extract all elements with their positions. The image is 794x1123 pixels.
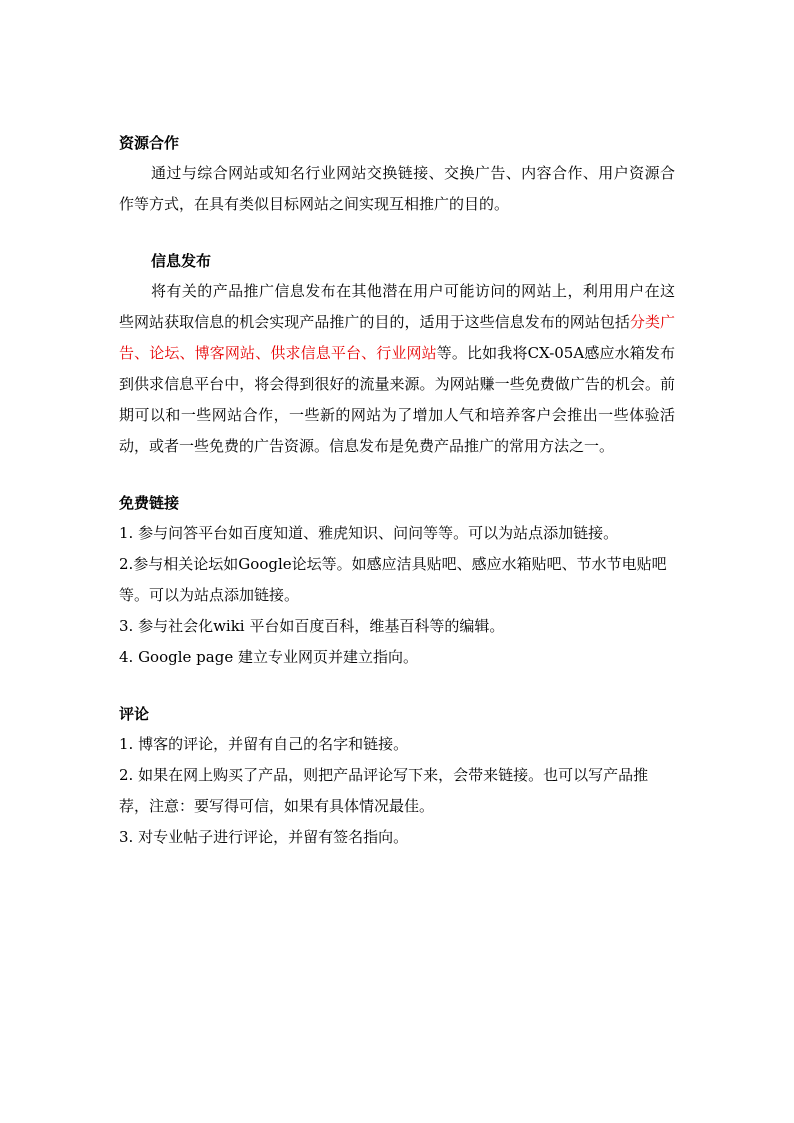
list-item-links-1: 1. 参与问答平台如百度知道、雅虎知识、问问等等。可以为站点添加链接。 (119, 524, 619, 542)
section-text-resource: 通过与综合网站或知名行业网站交换链接、交换广告、内容合作、用户资源合作等方式，在具有类似目标网站之间实现互相推广的目的。 (119, 164, 675, 213)
list-item-comments-2: 2. 如果在网上购买了产品，则把产品评论写下来，会带来链接。也可以写产品推荐，注意：要写得可信，如果有具体情况最佳。 (119, 766, 649, 815)
list-item-links-4: 4. Google page 建立专业网页并建立指向。 (119, 648, 418, 666)
section-text-info (119, 276, 675, 462)
info-text-after: 等。比如我将CX-05A感应水箱发布到供求信息平台中，将会得到很好的流量来源。为网站赚一些免费做广告的机会。前期可以和一些网站合作，一些新的网站为了增加人气和培养客户会推出一些体验活动，或者一些免费的广告资源。信息发布是免费产品推广的常用方法之一。 (119, 344, 675, 455)
section-heading-info: 信息发布 (151, 252, 212, 270)
section-heading-resource: 资源合作 (119, 134, 180, 152)
list-item-links-2: 2.参与相关论坛如Google论坛等。如感应洁具贴吧、感应水箱贴吧、节水节电贴吧等。可以为站点添加链接。 (119, 555, 667, 604)
document-page (119, 128, 675, 853)
list-item-comments-3: 3. 对专业帖子进行评论，并留有签名指向。 (119, 828, 409, 846)
list-item-links-3: 3. 参与社会化wiki 平台如百度百科，维基百科等的编辑。 (119, 617, 505, 635)
section-heading-links: 免费链接 (119, 494, 180, 512)
section-heading-comments: 评论 (119, 705, 150, 723)
list-item-comments-1: 1. 博客的评论，并留有自己的名字和链接。 (119, 735, 409, 753)
spacer (119, 673, 675, 699)
info-text-before: 将有关的产品推广信息发布在其他潜在用户可能访问的网站上，利用用户在这些网站获取信息的机会实现产品推广的目的，适用于这些信息发布的网站包括 (119, 282, 675, 331)
info-text-highlight: 分类广告、论坛、博客网站、供求信息平台、行业网站 (119, 313, 675, 362)
spacer (119, 462, 675, 488)
spacer (119, 220, 675, 246)
